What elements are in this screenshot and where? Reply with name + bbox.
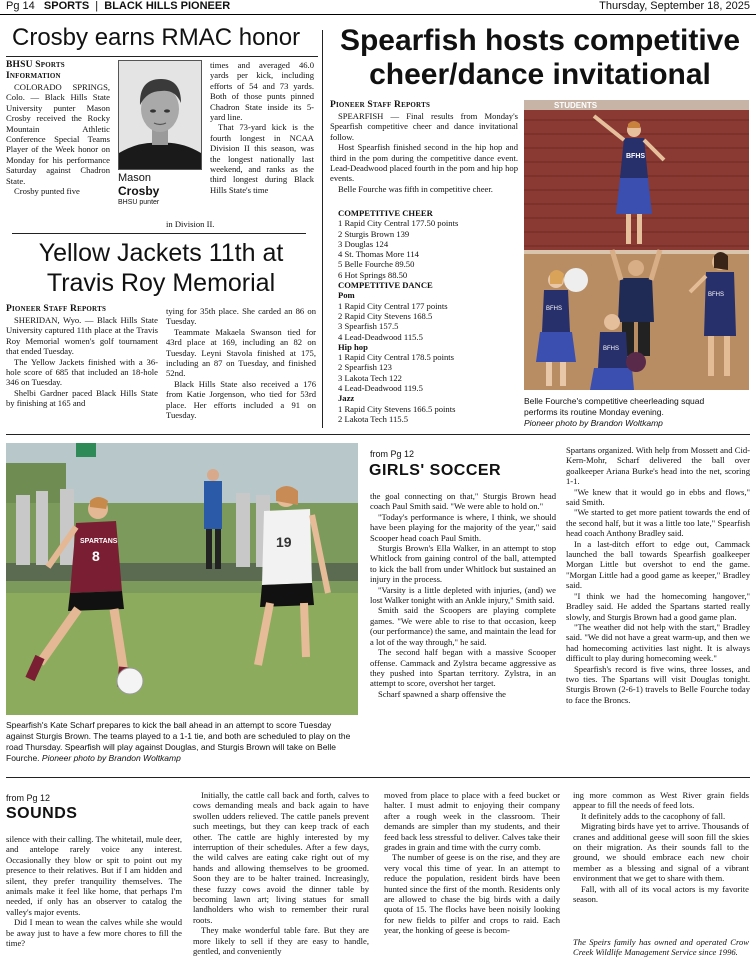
result-line: 2 Spearfish 123 [338, 362, 392, 373]
banner-text: STUDENTS [554, 101, 598, 110]
paper-name: BLACK HILLS PIONEER [104, 0, 231, 12]
sounds-kicker: SOUNDS [6, 805, 78, 822]
paragraph: "Varsity is a little depleted with injuries, (and) we lost Walker tonight with an Ankle injury," Smith said. [370, 584, 556, 606]
sounds-col-3 [384, 790, 560, 936]
photo-credit: Pioneer photo by Brandon Woltkamp [41, 753, 181, 763]
crosby-headline: Crosby earns RMAC honor [12, 24, 301, 51]
golf-headline: Yellow Jackets 11th at Travis Roy Memorial [38, 239, 284, 297]
uniform-text: BFHS [603, 346, 620, 352]
paragraph: In a last-ditch effort to edge out, Cammack launched the ball towards Spearfish goalkeeper Morgan Little but overshot to end the game. "Morgan Little had a good game as keeper," Bradley said. [566, 538, 750, 591]
cheer-byline: Pioneer Staff Reports [330, 100, 431, 110]
soccer-caption: Spearfish's Kate Scharf prepares to kick the ball ahead in an attempt to score Tuesday against Sturgis Brown. The teams played to a 1-1 tie, and both are scheduled to play on the road Thursday. Spearfish will play against Douglas, and Sturgis Brown will take on Belle Fourche. Pioneer photo by Brandon Woltkamp [6, 720, 351, 763]
uniform-text: BFHS [626, 153, 646, 160]
result-line: 1 Rapid City Stevens 166.5 points [338, 403, 456, 414]
crosby-headshot [118, 60, 202, 170]
divider [12, 233, 306, 234]
result-line: 4 Lead-Deadwood 119.5 [338, 383, 423, 394]
result-line: 4 St. Thomas More 114 [338, 249, 419, 260]
page-number: Pg 14 [6, 0, 35, 12]
jersey-number: 8 [92, 548, 100, 564]
page-header [0, 0, 756, 15]
golf-col-2: tying for 35th place. She carded an 86 on Tuesday. Teammate Makaela Swanson tied for 43rd place at 169, including an 82 on Tuesday. Leyni Stavola finished at 175, including an 87 on Tuesday, and finished 52nd. Black Hills State also received a 176 from Katie Jorgenson, who tied for 53rd place. Her efforts included a 91 on Tuesday. [166, 306, 316, 421]
divider [6, 56, 318, 57]
divider [6, 434, 750, 435]
crosby-photo-label: Mason Crosby BHSU punter [118, 172, 160, 206]
crosby-col-2: times and averaged 46.0 yards per kick, including efforts of 54 and 73 yards. Both of those punts pinned Chadron State inside its 5-yard line. That 73-yard kick is the fourth longest in NCAA Division II this season, was the longest nationally last weekend, and ranks as the third longest during Black Hills State's time [210, 60, 314, 195]
issue-date: Thursday, September 18, 2025 [599, 0, 750, 12]
section-name: SPORTS [43, 0, 90, 12]
paragraph: moved from place to place with a feed bucket or halter. I must admit to enjoying their company after a rough week in the classroom. Their demands are simpler than my students, and their feed back less stressful to deliver. Calves take their grades in grain and time with the curry comb. [384, 790, 560, 853]
crosby-col-1: BHSU Sports Information COLORADO SPRINGS, Colo. — Black Hills State University punter Mason Crosby received the Rocky Mountain Athletic Conference Special Teams Player of the Week honor on Monday for his performance Saturday against Chadron State. Crosby punted five [6, 60, 110, 197]
result-line: 2 Rapid City Stevens 168.5 [338, 310, 433, 321]
paragraph: It definitely adds to the cacophony of fall. [581, 810, 726, 821]
soccer-photo [6, 443, 358, 715]
paragraph: "We knew that it would go in ebbs and flows," said Smith. [566, 486, 750, 508]
result-line: 3 Spearfish 157.5 [338, 321, 399, 332]
paragraph: Sturgis Brown's Ella Walker, in an attempt to stop Whitlock from gaining control of the ball, attempted to kick the ball from under Whitlock but sustained an injury in the process. [370, 543, 556, 585]
jump-label: from Pg 12 [370, 449, 415, 459]
jersey-number: 19 [276, 534, 292, 550]
golf-col-1: Pioneer Staff Reports SHERIDAN, Wyo. — Black Hills State University captured 11th place at the Travis Roy Memorial women's golf tournament that ended Tuesday. The Yellow Jackets finished with a 36-hole score of 685 that included an 18-hole 346 on Tuesday. Shelbi Gardner paced Black Hills State by finishing at 165 and [6, 304, 158, 409]
paragraph: "We started to get more patient towards the end of the second half, but it was a little too late," Spearfish head coach Anthony Bradley said. [566, 507, 750, 539]
column-divider [322, 30, 323, 428]
paragraph: They make wonderful table fare. But they are more likely to sell if they are easy to handle, gentled, and conveniently [193, 925, 369, 957]
cheer-story: Pioneer Staff Reports SPEARFISH — Final results from Monday's Spearfish competitive cheer and dance invitational follow. Host Spearfish finished second in the hip hop and third in the pom during the competitive dance event. Lead-Deadwood placed fourth in the pom and hip hop events. Belle Fourche was fifth in competitive cheer. [330, 100, 518, 194]
result-line: 4 Lead-Deadwood 115.5 [338, 331, 423, 342]
paragraph: "The weather did not help with the start," Bradley said. "We did not have a great warm-up, and then we had homecoming activities last night. It is always difficult to play during homecoming week." [566, 621, 750, 664]
crosby-byline: BHSU Sports Information [6, 60, 65, 81]
paragraph: Scharf spawned a sharp offensive the [378, 688, 506, 699]
results-list [338, 218, 520, 280]
paragraph: Did I mean to wean the calves while she would be away just to have a few more chores to fill the time? [6, 917, 182, 949]
divider [6, 777, 750, 778]
golf-byline: Pioneer Staff Reports [6, 304, 107, 314]
sounds-tagline: The Speirs family has owned and operated Crow Creek Wildlife Management Service since 1996. [573, 937, 749, 958]
soccer-col-1 [370, 491, 556, 699]
jersey-text: SPARTANS [80, 538, 118, 545]
paragraph: Smith said the Scoopers are playing complete games. "We were able to rise to that occasion, keep (our performance) the same, and maintain the lead for a lot of the way through," he said. [370, 605, 556, 647]
paragraph: The second half began with a massive Scooper offense. Cammack and Zylstra became aggressive as they pushed into Spartan territory. Zylstra, in an attempt to score, overshot her target. [370, 647, 556, 689]
paragraph: silence with their calling. The whitetail, mule deer, and antelope rarely voice any interest. Occasionally they blow or spit to point out my presence to their relatives. But if I am hidden and silent, they prefer tranquility themselves. The animals make it feel like home, that perhaps I'm needed, if only has an observer to catalog the valley's major events. [6, 834, 182, 917]
header-separator: | [95, 0, 99, 12]
cheer-photo [524, 100, 749, 390]
soccer-kicker: GIRLS' SOCCER [369, 462, 502, 479]
uniform-text: BFHS [546, 306, 563, 312]
uniform-text: BFHS [708, 292, 725, 298]
cheer-results: COMPETITIVE CHEER 1 Rapid City Central 177.50 points 2 Sturgis Brown 139 3 Douglas 124 4 St. Thomas More 114 5 Belle Fourche 89.50 6 Hot Springs 88.50 COMPETITIVE DANCE Pom 1 Rapid City Central 177 points 2 Rapid City Stevens 168.5 3 Spearfish 157.5 4 Lead-Deadwood 115.5 Hip hop 1 Rapid City Central 178.5 points 2 Spearfish 123 3 Lakota Tech 122 4 Lead-Deadwood 119.5 Jazz 1 Rapid City Stevens 166.5 points 2 Lakota Tech 115.5 [338, 208, 520, 424]
paragraph: Spearfish's record is five wins, three losses, and two ties. The Spartans will visit Douglas tonight. Sturgis Brown (2-6-1) travels to Belle Fourche today to face the Broncs. [566, 663, 750, 705]
paragraph: Migrating birds have yet to arrive. Thousands of cranes and additional geese will soon fill the skies on their migration. As their sounds fall to the ground, we should embrace each new choir member as a blessing and signal of a vibrant environment that we get to share with them. [573, 821, 749, 884]
result-line: 6 Hot Springs 88.50 [338, 269, 408, 280]
result-line: 2 Lakota Tech 115.5 [338, 413, 409, 424]
result-line: 3 Lakota Tech 122 [338, 372, 402, 383]
paragraph: the goal connecting on that," Sturgis Brown head coach Paul Smith said. "We were able to hold on." [370, 491, 556, 512]
paragraph: Fall, with all of its vocal actors is my favorite season. [573, 883, 749, 905]
sounds-col-4 [573, 790, 749, 904]
result-line: 1 Rapid City Central 177.50 points [338, 218, 459, 229]
result-line: 1 Rapid City Central 178.5 points [338, 352, 455, 363]
result-line: 2 Sturgis Brown 139 [338, 228, 410, 239]
soccer-col-2 [566, 445, 750, 705]
paragraph: The number of geese is on the rise, and they are very vocal this time of year. In an attempt to reduce the population, resident birds have been hunted since the first of the month. Residents only are allowed to chase the big birds with a daily quota of 15. The flocks have been noisily looking for new fields to pilfer and crops to raid. Each year, the honking of geese is becom- [384, 852, 560, 936]
paragraph: Spartans organized. With help from Mossett and Cid-Kern-Mohr, Scharf delivered the ball over goalkeeper Ariana Burke's head into the net, scoring 1-1. [566, 445, 750, 487]
photo-credit: Pioneer photo by Brandon Woltkamp [524, 418, 663, 428]
sounds-col-2 [193, 790, 369, 957]
jump-label: from Pg 12 [6, 793, 51, 803]
cheer-headline: Spearfish hosts competitive cheer/dance invitational [339, 24, 741, 91]
result-line: 1 Rapid City Central 177 points [338, 300, 448, 311]
paragraph: "Today's performance is where, I think, we should have been playing for the majority of the year," said Scooper head coach Paul Smith. [370, 511, 556, 543]
paragraph: "I think we had the homecoming hangover," Bradley said. He added the Spartans started really slowly, and Sturgis Brown had a good game plan. [566, 590, 750, 622]
cheer-caption: Belle Fourche's competitive cheerleading squad performs its routine Monday evening. Pioneer photo by Brandon Woltkamp [524, 396, 705, 428]
paragraph: ing more common as West River grain fields appear to fill the needs of feed lots. [573, 790, 749, 811]
sounds-col-1 [6, 834, 182, 948]
crosby-tail: in Division II. [166, 219, 215, 229]
result-line: 5 Belle Fourche 89.50 [338, 259, 415, 270]
paragraph: Initially, the cattle call back and forth, calves to cows demanding meals and back again to have swollen udders relieved. The cattle panels prevent such meetings, but they can keep track of each other. The cattle are highly interested by my interruption of their schedules. After a few days, the wild calves are eating cake right out of my hands and allowing themselves to be groomed. Soon they are to be halter trained. Increasingly, these fuzzy cows avoid the dinner table by becoming lawn art; living statues for small landholders who wish to remember their rural roots. [193, 790, 369, 925]
result-line: 3 Douglas 124 [338, 238, 389, 249]
